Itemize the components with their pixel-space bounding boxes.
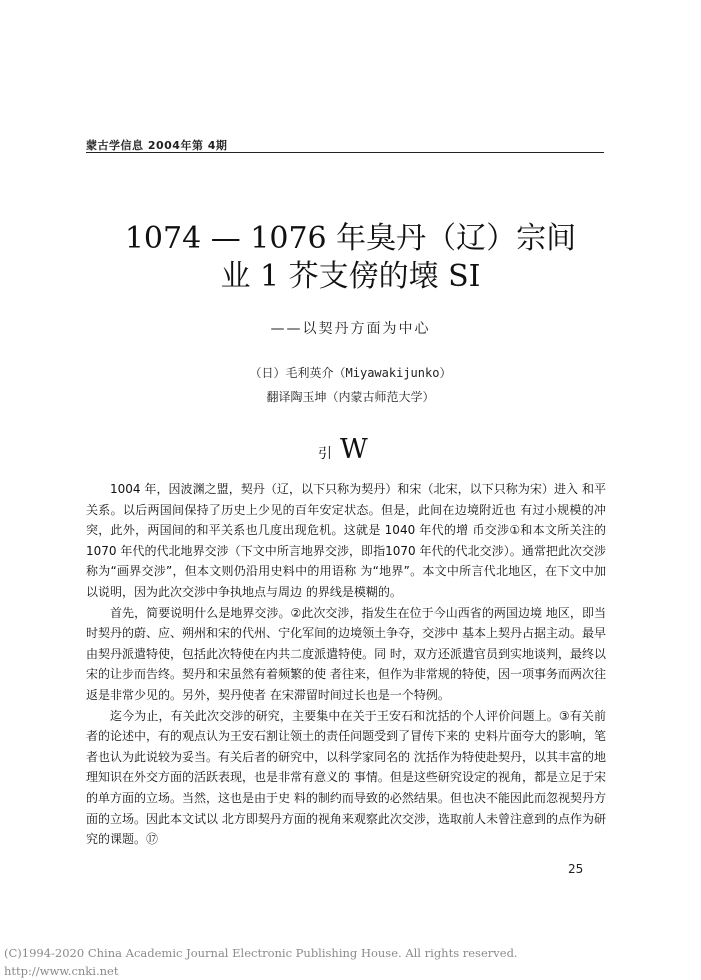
section-heading-small: 引	[318, 446, 332, 462]
paragraph: 首先，简要说明什么是地界交涉。②此次交涉，指发生在位于今山西省的两国边境 地区，即当时契丹的蔚、应、朔州和宋的代州、宁化军间的边境领土争夺，交涉中 基本上契丹占据主动。最早由契丹派遣特使，包括此次特使在内共二度派遣特使。同 时，双方还派遣官员到实地谈判，最终以宋的让步而告终。契丹和宋虽然有着频繁的使 者往来，但作为非常规的特使，因一项事务而两次往返是非常少见的。另外，契丹使者 在宋滞留时间过长也是一个特例。	[86, 605, 606, 702]
body-text	[86, 479, 606, 850]
section-heading-large: W	[340, 434, 368, 465]
article-title-line-1: 1074 — 1076 年臭丹（辽）宗间	[124, 221, 577, 256]
paragraph: 1004 年，因波渊之盟，契丹（辽，以下只称为契丹）和宋（北宋，以下只称为宋）进入 和平关系。以后两国间保持了历史上少见的百年安定状态。但是，此间在边境附近也 有过小规模的冲突，此外，两国间的和平关系也几度出现危机。这就是 1040 年代的增 币交涉①和本文所关注的 1070 年代的代北地界交涉（下文中所言地界交涉，即指1070 年代的代北交涉）。通常把此次交涉称为“画界交涉”，但本文则仍沿用史料中的用语称 为“地界”。本文中所言代北地区，在下文中加以说明，因为此次交涉中争执地点与周边 的界线是模糊的。	[86, 482, 606, 599]
section-heading	[318, 434, 368, 465]
running-header: 蒙古学信息 2004年第 4期	[86, 139, 228, 152]
paragraph: 迄今为止，有关此次交涉的研究，主要集中在关于王安石和沈括的个人评价问题上。③有关前者的论述中，有的观点认为王安石割让领土的责任问题受到了冒传下来的 史料片面夸大的影响，笔者也认为此说较为妥当。有关后者的研究中，以科学家同名的 沈括作为特使赴契丹，以其丰富的地理知识在外交方面的活跃表现，也是非常有意义的 事情。但是这些研究设定的视角，都是立足于宋的单方面的立场。当然，这也是由于史 料的制约而导致的必然结果。但也决不能因此而忽视契丹方面的立场。因此本文试以 北方即契丹方面的视角来观察此次交涉，选取前人未曾注意到的点作为研究的课题。⑰	[86, 708, 606, 847]
copyright-footer	[4, 944, 518, 980]
copyright-text: (C)1994-2020 China Academic Journal Electronic Publishing House. All rights reserved.	[4, 946, 518, 960]
footer-url[interactable]: http://www.cnki.net	[4, 964, 119, 978]
page-number: 25	[568, 862, 584, 876]
header-rule	[86, 152, 604, 153]
author-line: （日）毛利英介（Miyawakijunko）	[249, 366, 452, 380]
article-title-line-2: 业 1 芥支傍的壊 SI	[220, 259, 481, 294]
article-subtitle: ——以契丹方面为中心	[270, 321, 431, 337]
translator-line: 翻译陶玉坤（内蒙古师范大学）	[266, 390, 435, 404]
